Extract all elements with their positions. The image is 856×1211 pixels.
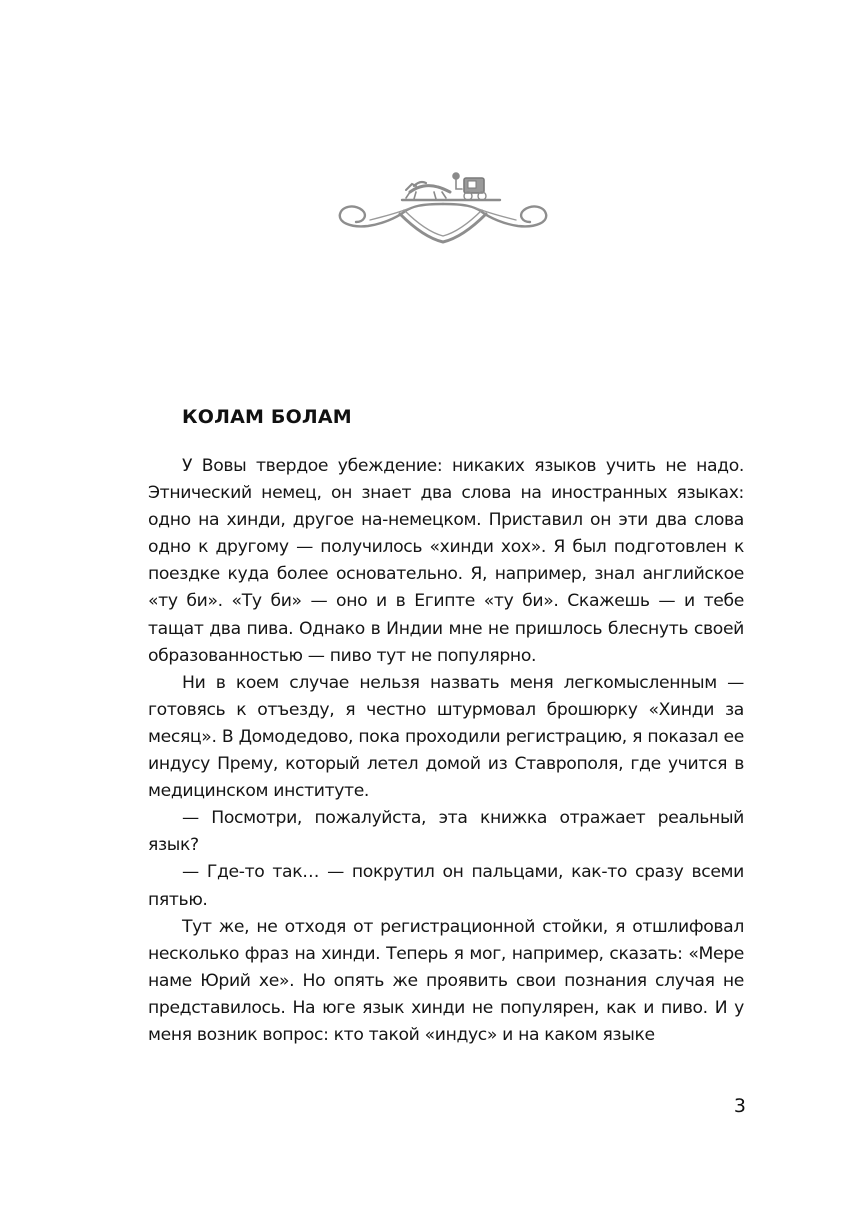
paragraph: Ни в коем случае нельзя назвать меня легкомысленным — готовясь к отъезду, я честно штурмовал брошюрку «Хинди за месяц». В Домодедово, пока проходили регистрацию, я показал ее индусу Прему, который летел домой из Ставрополя, где учится в медицинском институте. [148, 672, 744, 802]
page-number: 3 [733, 1095, 746, 1117]
paragraph: — Посмотри, пожалуйста, эта книжка отражает реальный язык? [148, 808, 744, 856]
paragraph: Тут же, не отходя от регистрационной стойки, я отшлифовал несколько фраз на хинди. Теперь я мог, например, сказать: «Мере наме Юрий хе». Но опять же проявить свои познания случая не представилось. На юге язык хинди не популярен, как и пиво. И у меня возник вопрос: кто такой «индус» и на каком языке [148, 916, 744, 1045]
paragraph: У Вовы твердое убеждение: никаких языков учить не надо. Этнический немец, он знает два слова на иностранных языках: одно на хинди, другое на-немецком. Приставил он эти два слова одно к другому — получилось «хинди хох». Я был подготовлен к поездке куда более основательно. Я, например, знал английское «ту би». «Ту би» — оно и в Египте «ту би». Скажешь — и тебе тащат два пива. Однако в Индии мне не пришлось блеснуть своей образованностью — пиво тут не популярно. [148, 456, 744, 666]
paragraph: — Где-то так… — покрутил он пальцами, как-то сразу всеми пятью. [148, 862, 744, 910]
chapter-body [148, 453, 744, 1049]
carriage-vignette-icon [330, 168, 556, 250]
chapter-title: КОЛАМ БОЛАМ [182, 406, 352, 428]
